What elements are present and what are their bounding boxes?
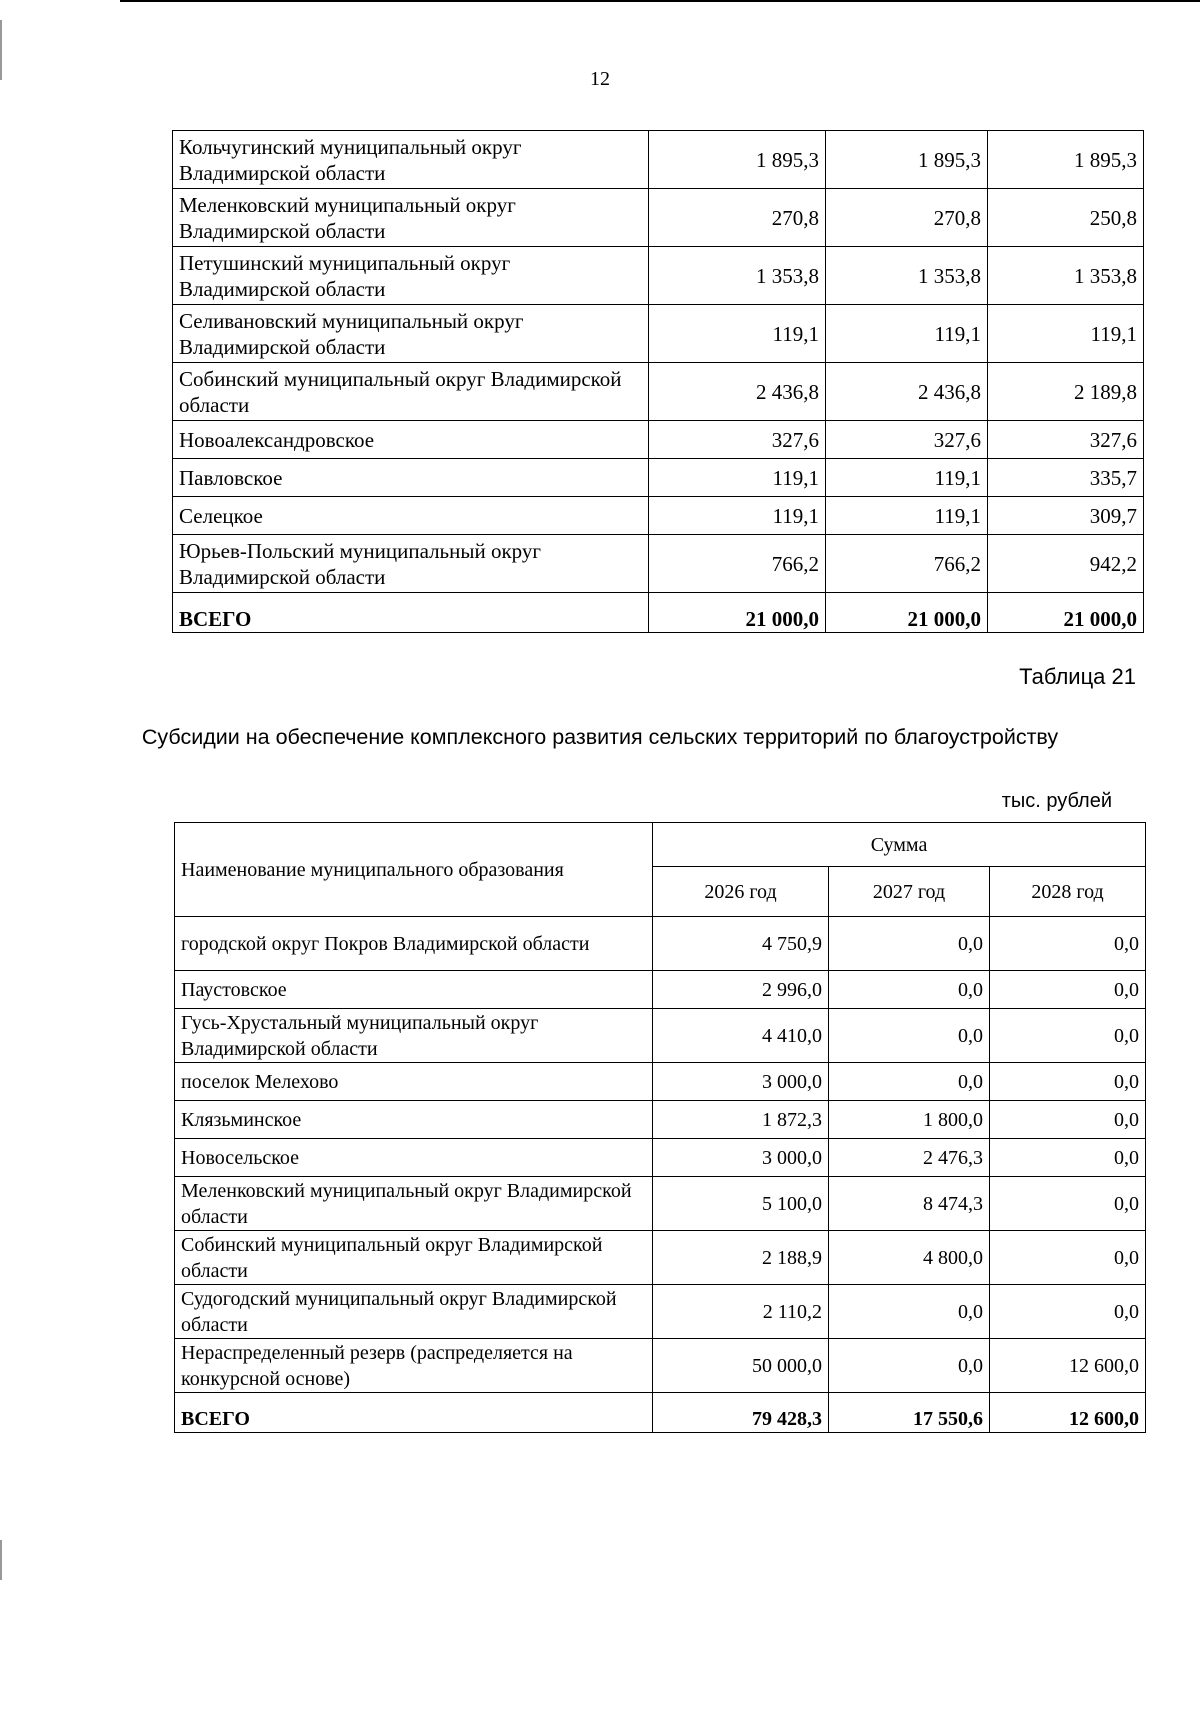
amount-cell: 1 353,8 <box>649 247 826 305</box>
amount-cell: 2 436,8 <box>826 363 988 421</box>
table-row <box>175 917 1146 971</box>
table-row <box>173 305 1144 363</box>
amount-cell: 4 410,0 <box>653 1009 829 1063</box>
amount-cell: 335,7 <box>988 459 1144 497</box>
amount-cell: 0,0 <box>829 971 990 1009</box>
table-row <box>173 131 1144 189</box>
amount-cell: 0,0 <box>829 1339 990 1393</box>
amount-cell: 1 800,0 <box>829 1101 990 1139</box>
municipality-name: Собинский муниципальный округ Владимирской области <box>175 1231 653 1285</box>
municipality-name: Селецкое <box>173 497 649 535</box>
municipality-name: Судогодский муниципальный округ Владимирской области <box>175 1285 653 1339</box>
amount-cell: 0,0 <box>990 917 1146 971</box>
amount-cell: 0,0 <box>829 1285 990 1339</box>
amount-cell: 270,8 <box>826 189 988 247</box>
municipality-name: Клязьминское <box>175 1101 653 1139</box>
amount-cell: 2 189,8 <box>988 363 1144 421</box>
amount-cell: 0,0 <box>990 1177 1146 1231</box>
amount-cell: 942,2 <box>988 535 1144 593</box>
amount-cell: 0,0 <box>829 1063 990 1101</box>
table-row <box>173 363 1144 421</box>
municipality-name: Гусь-Хрустальный муниципальный округ Владимирской области <box>175 1009 653 1063</box>
amount-cell: 119,1 <box>649 305 826 363</box>
amount-cell: 21 000,0 <box>988 593 1144 633</box>
amount-cell: 309,7 <box>988 497 1144 535</box>
municipality-name: Меленковский муниципальный округ Владимирской области <box>173 189 649 247</box>
amount-cell: 119,1 <box>649 497 826 535</box>
municipality-name: городской округ Покров Владимирской области <box>175 917 653 971</box>
total-label: ВСЕГО <box>173 593 649 633</box>
amount-cell: 0,0 <box>829 1009 990 1063</box>
municipality-name: Петушинский муниципальный округ Владимирской области <box>173 247 649 305</box>
table-row <box>175 1285 1146 1339</box>
amount-cell: 3 000,0 <box>653 1063 829 1101</box>
table-row <box>175 971 1146 1009</box>
total-row <box>173 593 1144 633</box>
table-row <box>175 1339 1146 1393</box>
amount-cell: 0,0 <box>990 1285 1146 1339</box>
table-title: Субсидии на обеспечение комплексного развития сельских территорий по благоустройству <box>141 725 1059 749</box>
page-number: 12 <box>590 68 610 90</box>
column-header-name: Наименование муниципального образования <box>175 823 653 917</box>
amount-cell: 4 800,0 <box>829 1231 990 1285</box>
municipality-name: Юрьев-Польский муниципальный округ Владимирской области <box>173 535 649 593</box>
amount-cell: 327,6 <box>826 421 988 459</box>
amount-cell: 2 996,0 <box>653 971 829 1009</box>
table-row <box>175 1009 1146 1063</box>
amount-cell: 79 428,3 <box>653 1393 829 1433</box>
amount-cell: 119,1 <box>826 459 988 497</box>
municipality-name: Нераспределенный резерв (распределяется на конкурсной основе) <box>175 1339 653 1393</box>
amount-cell: 21 000,0 <box>649 593 826 633</box>
municipality-name: Новосельское <box>175 1139 653 1177</box>
amount-cell: 119,1 <box>826 497 988 535</box>
amount-cell: 17 550,6 <box>829 1393 990 1433</box>
amount-cell: 2 436,8 <box>649 363 826 421</box>
amount-cell: 50 000,0 <box>653 1339 829 1393</box>
table-row <box>175 1063 1146 1101</box>
amount-cell: 8 474,3 <box>829 1177 990 1231</box>
amount-cell: 1 353,8 <box>988 247 1144 305</box>
table-row <box>173 535 1144 593</box>
top-border-line <box>120 0 1200 2</box>
amount-cell: 5 100,0 <box>653 1177 829 1231</box>
municipality-name: Павловское <box>173 459 649 497</box>
amount-cell: 1 353,8 <box>826 247 988 305</box>
amount-cell: 0,0 <box>829 917 990 971</box>
municipality-name: Кольчугинский муниципальный округ Владимирской области <box>173 131 649 189</box>
table-20-continuation <box>172 130 1144 633</box>
amount-cell: 21 000,0 <box>826 593 988 633</box>
table-row <box>173 459 1144 497</box>
amount-cell: 0,0 <box>990 1101 1146 1139</box>
amount-cell: 250,8 <box>988 189 1144 247</box>
amount-cell: 12 600,0 <box>990 1339 1146 1393</box>
amount-cell: 4 750,9 <box>653 917 829 971</box>
amount-cell: 1 895,3 <box>649 131 826 189</box>
amount-cell: 0,0 <box>990 1009 1146 1063</box>
total-label: ВСЕГО <box>175 1393 653 1433</box>
amount-cell: 766,2 <box>826 535 988 593</box>
amount-cell: 327,6 <box>649 421 826 459</box>
table-row <box>173 189 1144 247</box>
amount-cell: 0,0 <box>990 1063 1146 1101</box>
municipality-name: Новоалександровское <box>173 421 649 459</box>
table-row <box>175 1177 1146 1231</box>
amount-cell: 2 188,9 <box>653 1231 829 1285</box>
table-row <box>173 421 1144 459</box>
amount-cell: 1 895,3 <box>826 131 988 189</box>
column-header-year: 2027 год <box>829 867 990 917</box>
column-header-year: 2026 год <box>653 867 829 917</box>
table-21 <box>174 822 1146 1433</box>
amount-cell: 3 000,0 <box>653 1139 829 1177</box>
amount-cell: 2 476,3 <box>829 1139 990 1177</box>
amount-cell: 119,1 <box>649 459 826 497</box>
amount-cell: 2 110,2 <box>653 1285 829 1339</box>
table-row <box>173 247 1144 305</box>
amount-cell: 1 872,3 <box>653 1101 829 1139</box>
column-group-sum: Сумма <box>653 823 1146 867</box>
amount-cell: 119,1 <box>826 305 988 363</box>
amount-cell: 327,6 <box>988 421 1144 459</box>
amount-cell: 119,1 <box>988 305 1144 363</box>
municipality-name: Паустовское <box>175 971 653 1009</box>
municipality-name: Собинский муниципальный округ Владимирской области <box>173 363 649 421</box>
amount-cell: 766,2 <box>649 535 826 593</box>
table-row <box>173 497 1144 535</box>
municipality-name: Селивановский муниципальный округ Владимирской области <box>173 305 649 363</box>
table-row <box>175 1231 1146 1285</box>
municipality-name: Меленковский муниципальный округ Владимирской области <box>175 1177 653 1231</box>
amount-cell: 1 895,3 <box>988 131 1144 189</box>
amount-cell: 0,0 <box>990 971 1146 1009</box>
scan-edge-mark <box>0 1540 2 1580</box>
amount-cell: 0,0 <box>990 1139 1146 1177</box>
table-row <box>175 1101 1146 1139</box>
table-row <box>175 1139 1146 1177</box>
amount-cell: 0,0 <box>990 1231 1146 1285</box>
amount-cell: 12 600,0 <box>990 1393 1146 1433</box>
amount-cell: 270,8 <box>649 189 826 247</box>
total-row <box>175 1393 1146 1433</box>
unit-label: тыс. рублей <box>1001 790 1112 812</box>
municipality-name: поселок Мелехово <box>175 1063 653 1101</box>
column-header-year: 2028 год <box>990 867 1146 917</box>
table-number-label: Таблица 21 <box>1019 664 1136 689</box>
